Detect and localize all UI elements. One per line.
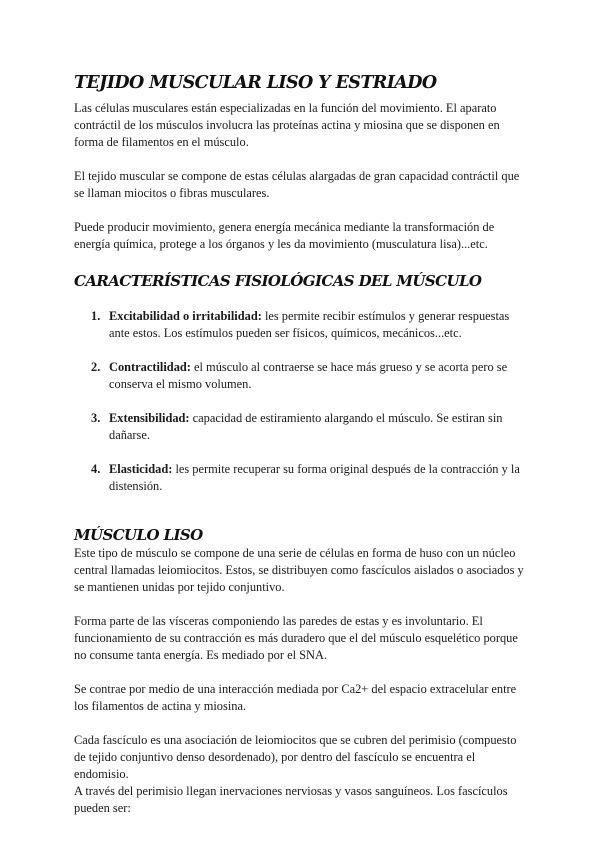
section-title-musculo-liso: MÚSCULO LISO — [74, 526, 203, 544]
liso-paragraph-2: Forma parte de las vísceras componiendo las paredes de estas y es involuntario. El funcionamiento de su contracción es más duradero que el del músculo esquelético porque no consume tanta energía. Es mediado por el SNA. — [74, 614, 518, 662]
liso-paragraph-1: Este tipo de músculo se compone de una serie de células en forma de huso con un núcleo central llamadas leiomiocitos. Estos, se distribuyen como fascículos aislados o asociados y se mantienen unidas por tejido conjuntivo. — [74, 546, 524, 594]
list-number: 1. — [91, 309, 101, 323]
section-title-caracteristicas: CARACTERÍSTICAS FISIOLÓGICAS DEL MÚSCULO — [74, 272, 482, 290]
list-text: les permite recibir estímulos y generar respuestas ante estos. Los estímulos pueden ser físicos, químicos, mecánicos...etc. — [109, 309, 510, 340]
list-item — [74, 359, 526, 393]
list-term: Excitabilidad o irritabilidad: — [109, 309, 262, 323]
liso-paragraph-3: Se contrae por medio de una interacción mediada por Ca2+ del espacio extracelular entre los filamentos de actina y miosina. — [74, 682, 517, 713]
list-item — [74, 410, 526, 444]
list-text: les permite recuperar su forma original después de la contracción y la distensión. — [109, 462, 520, 493]
liso-paragraph-4-line2: A través del perimisio llegan inervaciones nerviosas y vasos sanguíneos. Los fascículos pueden ser: — [74, 784, 508, 815]
list-text: el músculo al contraerse se hace más grueso y se acorta pero se conserva el mismo volumen. — [109, 360, 508, 391]
liso-paragraph-4-line1: Cada fascículo es una asociación de leiomiocitos que se cubren del perimisio (compuesto de tejido conjuntivo denso desordenado), por dentro del fascículo se encuentra el endomisio. — [74, 733, 517, 781]
characteristics-list — [74, 308, 526, 495]
list-term: Elasticidad: — [109, 462, 173, 476]
list-item — [74, 308, 526, 342]
list-term: Extensibilidad: — [109, 411, 190, 425]
list-number: 2. — [91, 360, 101, 374]
document-title: TEJIDO MUSCULAR LISO Y ESTRIADO — [74, 73, 437, 93]
intro-paragraph-1: Las células musculares están especializadas en la función del movimiento. El aparato contráctil de los músculos involucra las proteínas actina y miosina que se disponen en forma de filamentos en el músculo. — [74, 101, 500, 149]
list-text: capacidad de estiramiento alargando el músculo. Se estiran sin dañarse. — [109, 411, 503, 442]
intro-paragraph-3: Puede producir movimiento, genera energía mecánica mediante la transformación de energía química, protege a los órganos y les da movimiento (musculatura lisa)...etc. — [74, 220, 495, 251]
list-item — [74, 461, 526, 495]
list-number: 4. — [91, 462, 101, 476]
intro-paragraph-2: El tejido muscular se compone de estas células alargadas de gran capacidad contráctil que se llaman miocitos o fibras musculares. — [74, 169, 520, 200]
document-page — [74, 72, 526, 817]
list-number: 3. — [91, 411, 101, 425]
list-term: Contractilidad: — [109, 360, 191, 374]
